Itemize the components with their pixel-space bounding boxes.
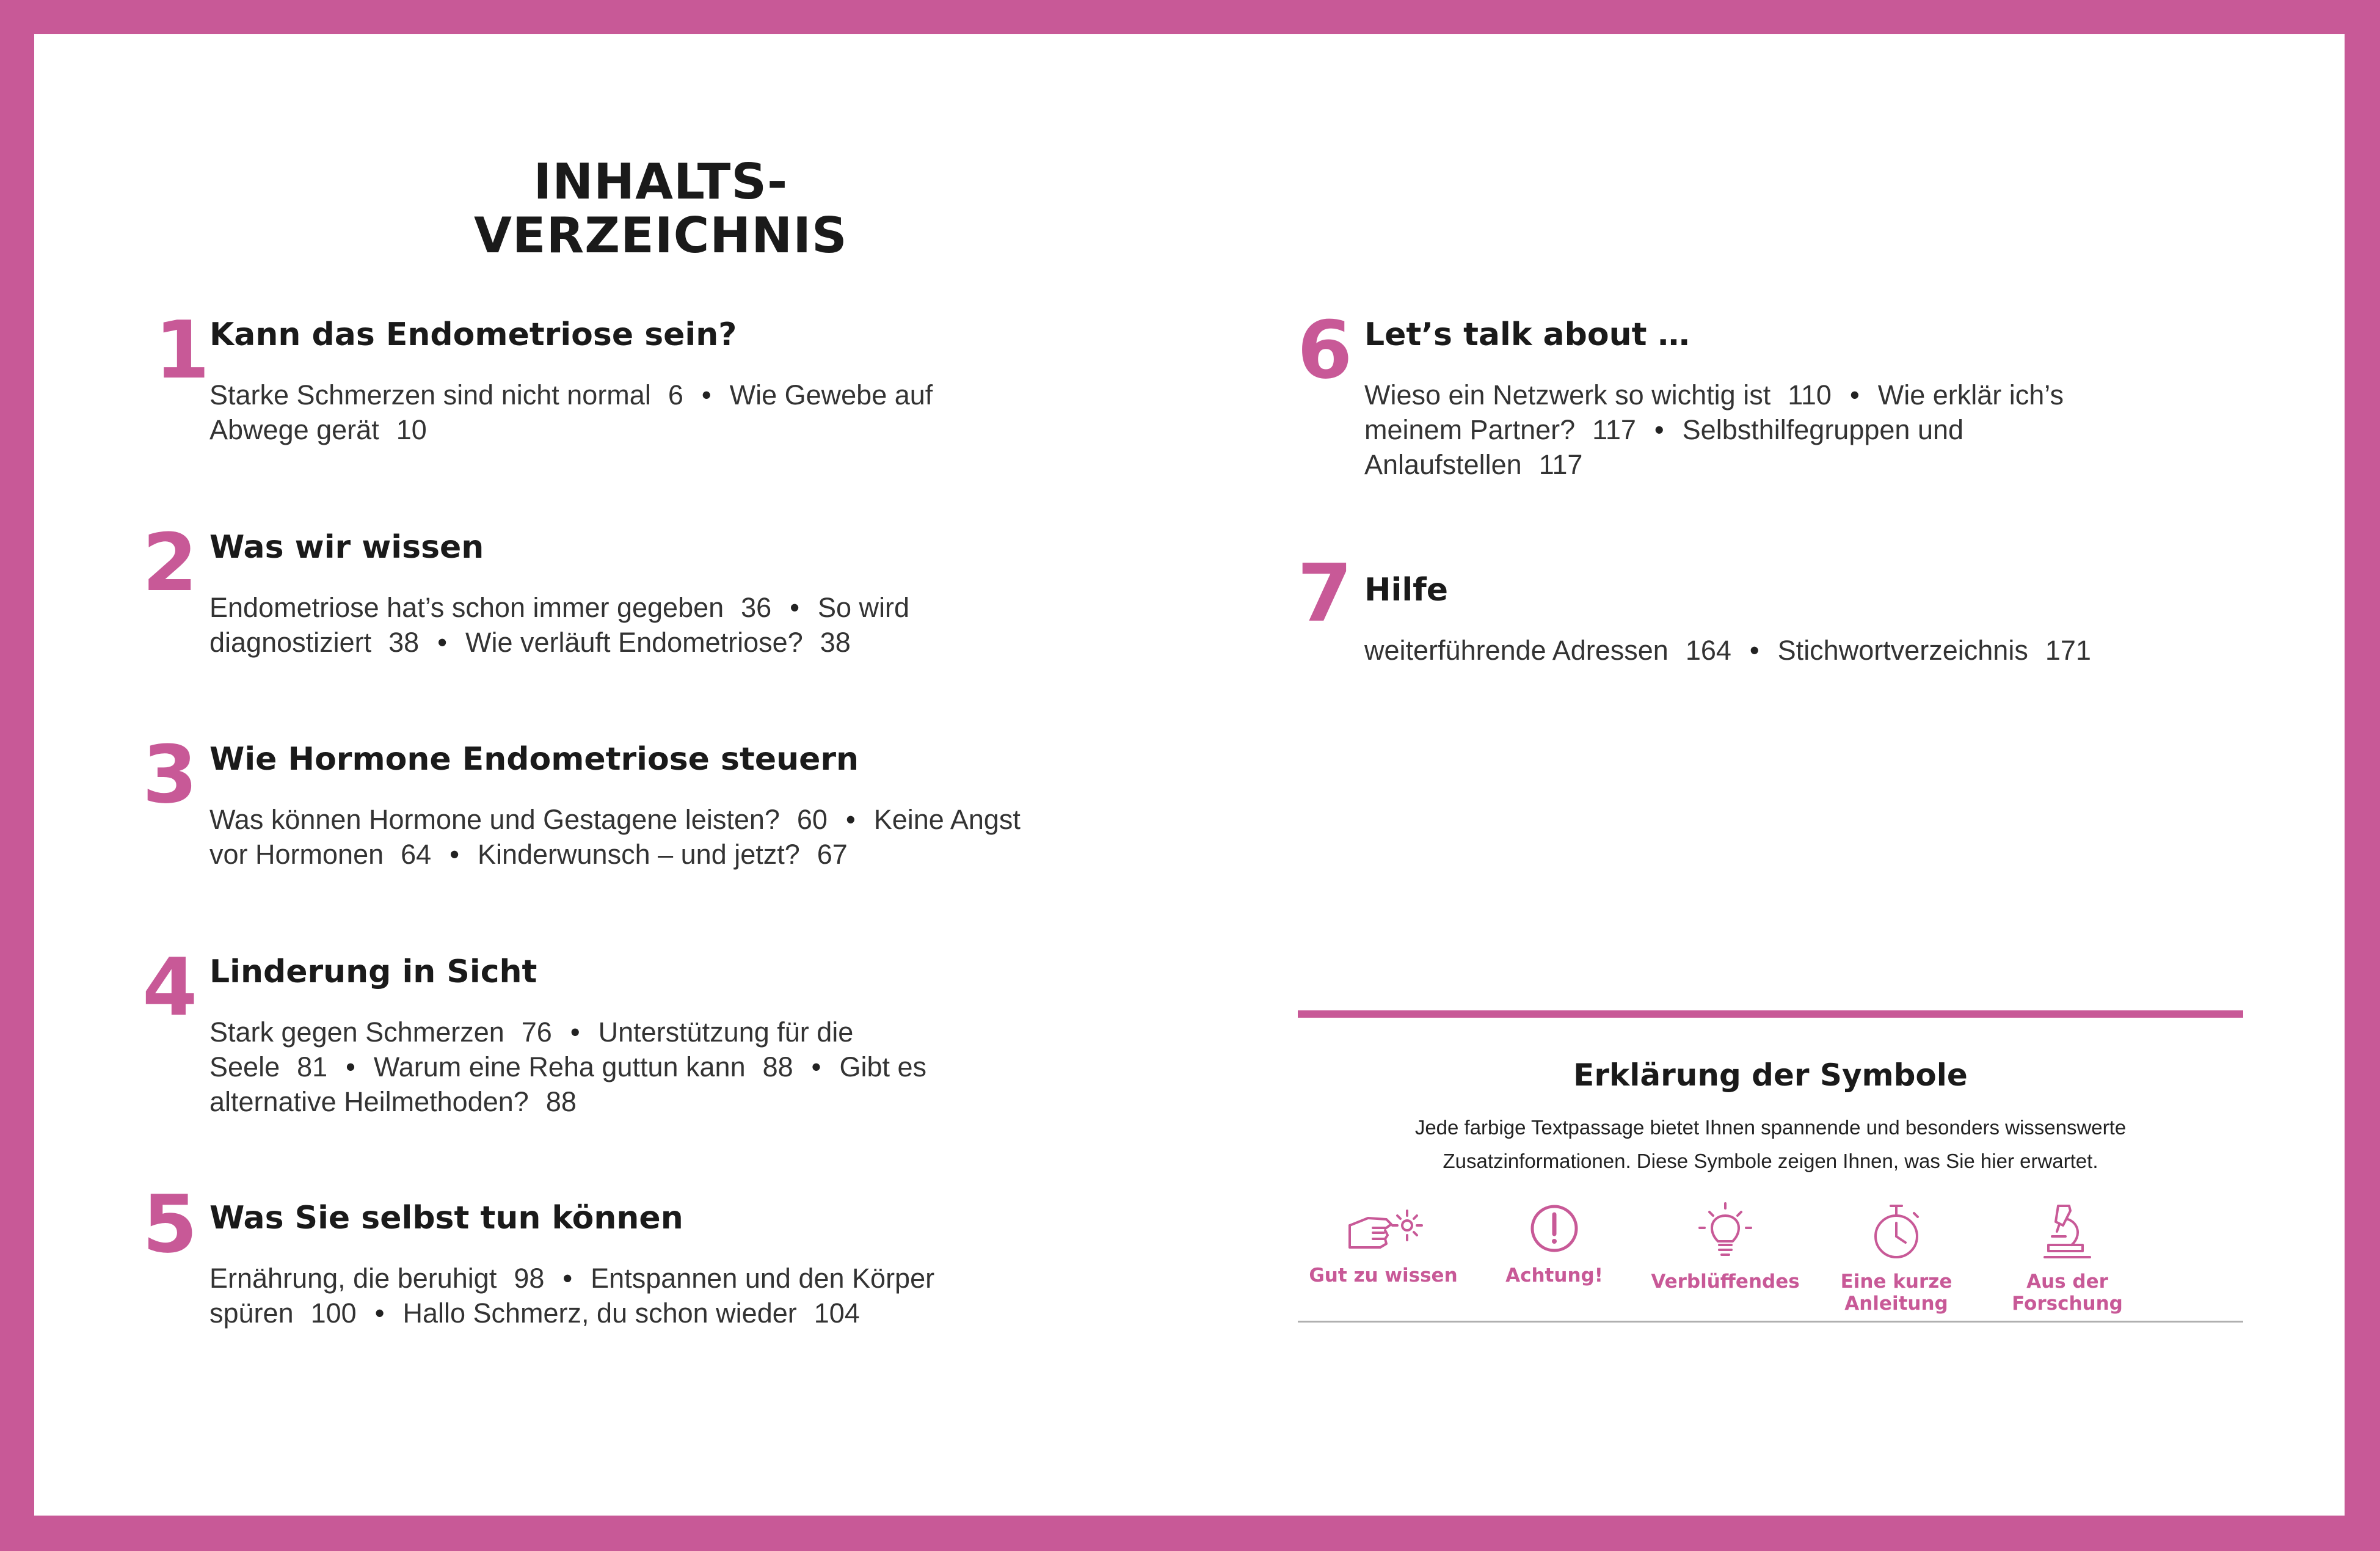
bullet-separator: • [346, 1051, 355, 1082]
bullet-separator: • [790, 592, 799, 623]
toc-entry-link[interactable]: Starke Schmerzen sind nicht normal 6 [209, 379, 683, 411]
symbol-label: Aus der Forschung [2012, 1271, 2123, 1315]
chapter-2 [142, 516, 1046, 660]
symbol-label: Gut zu wissen [1309, 1265, 1458, 1286]
symbols-box-top-rule [1298, 1010, 2243, 1018]
chapter-number: 2 [142, 516, 198, 609]
bullet-separator: • [1749, 635, 1760, 666]
lightbulb-icon [1695, 1201, 1756, 1262]
symbol-aus-der-forschung [1988, 1201, 2147, 1315]
chapter-title: Wie Hormone Endometriose steuern [209, 741, 859, 778]
chapter-3 [142, 728, 1046, 872]
symbol-verblueffendes [1646, 1201, 1805, 1293]
symbol-label: Verblüffendes [1651, 1271, 1800, 1293]
symbol-eine-kurze-anleitung [1817, 1201, 1976, 1315]
bullet-separator: • [1849, 379, 1860, 411]
chapter-6 [1297, 304, 2250, 482]
page [34, 34, 2345, 1516]
chapter-title: Was wir wissen [209, 529, 484, 566]
chapter-title: Hilfe [1364, 572, 1449, 608]
bullet-separator: • [562, 1263, 573, 1294]
symbols-box-text-line: Zusatzinformationen. Diese Symbole zeigen Ihnen, was Sie hier erwartet. [1443, 1150, 2098, 1172]
chapter-title: Kann das Endometriose sein? [209, 316, 737, 353]
chapter-number: 1 [155, 304, 210, 396]
toc-title-line2: VERZEICHNIS [474, 207, 848, 264]
toc-entry-link[interactable]: Wie Gewebe auf Abwege gerät 10 [209, 379, 933, 445]
toc-entry-link[interactable]: Wie erklär ich’s meinem Partner? 117 [1364, 379, 2064, 445]
chapter-number: 5 [142, 1178, 198, 1271]
bullet-separator: • [374, 1297, 385, 1329]
symbols-box-title: Erklärung der Symbole [1573, 1057, 1968, 1093]
toc-entry-link[interactable]: Warum eine Reha guttun kann 88 [373, 1051, 793, 1082]
bullet-separator: • [845, 804, 856, 835]
microscope-icon [2040, 1201, 2095, 1262]
chapter-title: Let’s talk about … [1364, 316, 1690, 353]
symbols-box-text-line: Jede farbige Textpassage bietet Ihnen spannende und besonders wissenswerte [1414, 1116, 2127, 1139]
bullet-separator: • [449, 839, 459, 870]
symbol-achtung [1475, 1201, 1634, 1286]
symbols-box-bottom-rule [1298, 1321, 2243, 1323]
toc-entry-link[interactable]: Kinderwunsch – und jetzt? 67 [477, 839, 848, 870]
toc-entry-link[interactable]: Was können Hormone und Gestagene leisten? 60 [209, 804, 828, 835]
chapter-number: 3 [142, 728, 198, 821]
chapter-number: 4 [142, 941, 198, 1034]
chapter-title: Linderung in Sicht [209, 954, 537, 990]
chapter-7 [1297, 547, 2250, 668]
toc-entry-link[interactable]: Stichwortverzeichnis 171 [1777, 635, 2091, 666]
toc-entry-link[interactable]: Endometriose hat’s schon immer gegeben 36 [209, 592, 772, 623]
chapter-number: 7 [1297, 547, 1353, 640]
toc-entry-link[interactable]: Ernährung, die beruhigt 98 [209, 1263, 545, 1294]
toc-entry-link[interactable]: Entspannen und den Körper spüren 100 [209, 1263, 935, 1329]
chapter-4 [142, 941, 1046, 1119]
toc-entry-link[interactable]: Wie verläuft Endometriose? 38 [465, 627, 851, 658]
toc-title [474, 155, 848, 263]
bullet-separator: • [570, 1016, 580, 1048]
toc-title-line1: INHALTS- [533, 153, 788, 210]
toc-entry-link[interactable]: Gibt es alternative Heilmethoden? 88 [209, 1051, 926, 1117]
symbol-label: Eine kurze Anleitung [1840, 1271, 1952, 1315]
symbol-label: Achtung! [1505, 1265, 1603, 1286]
toc-entry-link[interactable]: Selbsthilfegruppen und Anlaufstellen 117 [1364, 414, 1964, 480]
pointing-hand-icon [1344, 1201, 1423, 1256]
toc-entry-link[interactable]: Keine Angst vor Hormonen 64 [209, 804, 1021, 870]
chapter-5 [142, 1178, 1046, 1330]
toc-entry-link[interactable]: So wird diagnostiziert 38 [209, 592, 910, 658]
chapter-1 [155, 304, 1046, 447]
stopwatch-icon [1869, 1201, 1924, 1262]
symbols-box-description [1298, 1111, 2243, 1178]
toc-entry-link[interactable]: Wieso ein Netzwerk so wichtig ist 110 [1364, 379, 1832, 411]
toc-entry-link[interactable]: Stark gegen Schmerzen 76 [209, 1016, 552, 1048]
bullet-separator: • [1654, 414, 1664, 445]
toc-entry-link[interactable]: Hallo Schmerz, du schon wieder 104 [402, 1297, 860, 1329]
toc-entry-link[interactable]: Unterstützung für die Seele 81 [209, 1016, 854, 1082]
chapter-title: Was Sie selbst tun können [209, 1200, 683, 1236]
symbol-gut-zu-wissen [1304, 1201, 1463, 1286]
bullet-separator: • [437, 627, 447, 658]
toc-entry-link[interactable]: weiterführende Adressen 164 [1364, 635, 1731, 666]
bullet-separator: • [701, 379, 711, 411]
chapter-number: 6 [1297, 304, 1353, 396]
exclamation-icon [1527, 1201, 1582, 1256]
bullet-separator: • [811, 1051, 821, 1082]
